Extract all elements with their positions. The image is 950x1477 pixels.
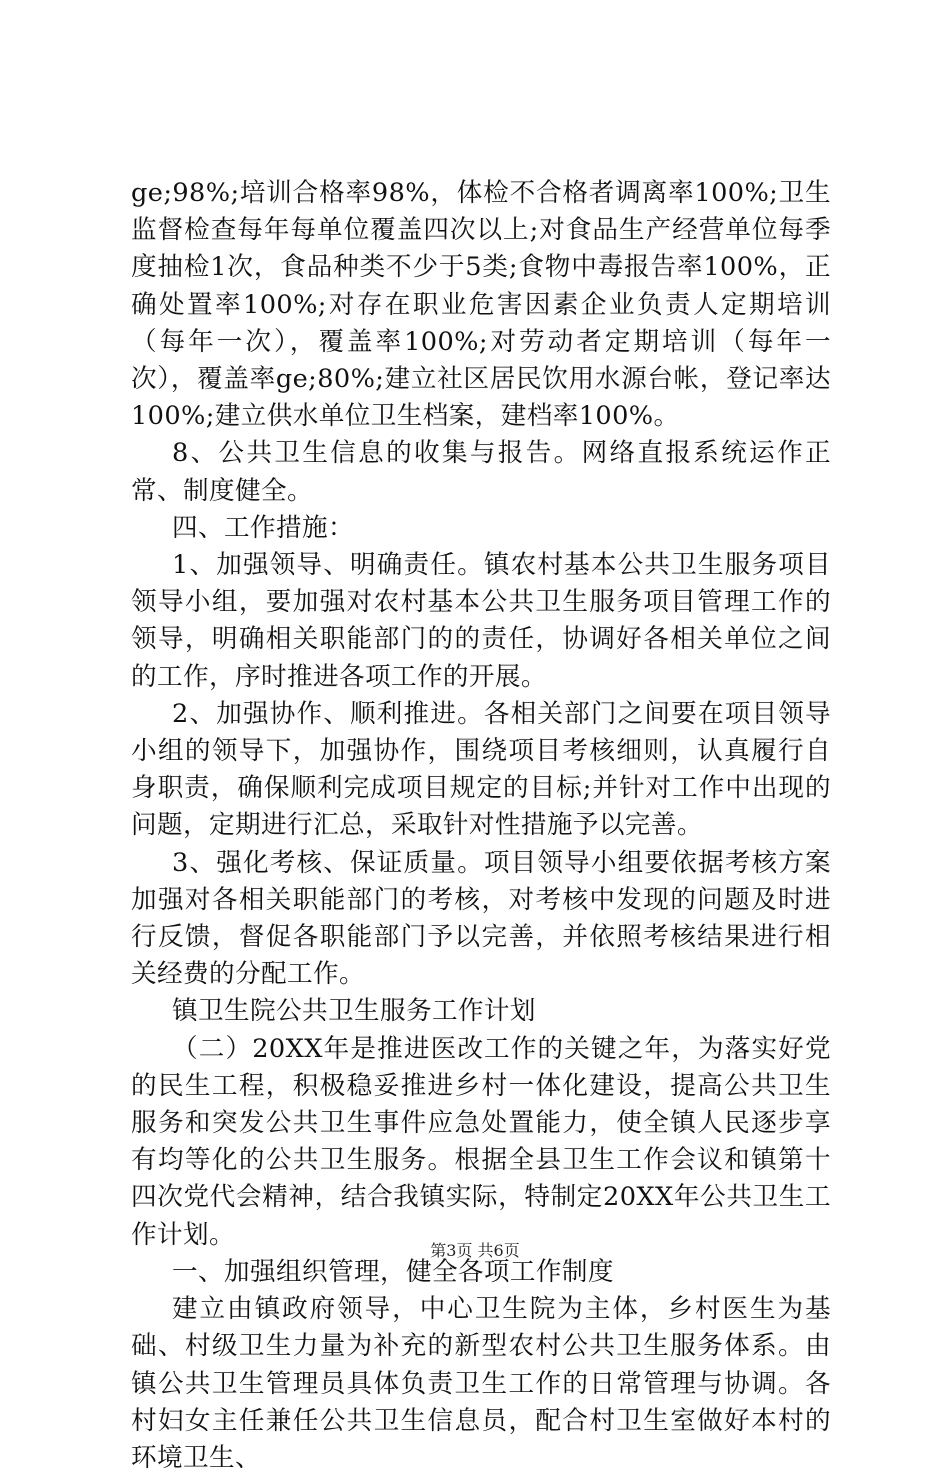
paragraph-measure-1: 1、加强领导、明确责任。镇农村基本公共卫生服务项目领导小组，要加强对农村基本公共卫生服务项目管理工作的领导，明确相关职能部门的的责任，协调好各相关单位之间的工作，序时推进各项工作的开展。 (131, 550, 831, 692)
section-heading-organization: 一、加强组织管理，健全各项工作制度 (172, 1256, 614, 1287)
paragraph-continued-targets: ge;98%;培训合格率98%，体检不合格者调离率100%;卫生监督检查每年每单位覆盖四次以上;对食品生产经营单位每季度抽检1次，食品种类不少于5类;食物中毒报告率100%，正确处置率100%;对存在职业危害因素企业负责人定期培训（每年一次），覆盖率100%;对劳动者定期培训（每年一次），覆盖率ge;80%;建立社区居民饮用水源台帐，登记率达100%;建立供水单位卫生档案，建档率100%。 (131, 178, 831, 432)
paragraph-measure-3: 3、强化考核、保证质量。项目领导小组要依据考核方案加强对各相关职能部门的考核，对考核中发现的问题及时进行反馈，督促各职能部门予以完善，并依照考核结果进行相关经费的分配工作。 (131, 847, 831, 990)
paragraph-item-8: 8、公共卫生信息的收集与报告。网络直报系统运作正常、制度健全。 (131, 438, 831, 506)
page-number-footer: 第3页 共6页 (430, 1241, 520, 1260)
document-body (131, 175, 831, 1477)
section-heading-work-measures: 四、工作措施： (172, 512, 354, 543)
paragraph-measure-2: 2、加强协作、顺利推进。各相关部门之间要在项目领导小组的领导下，加强协作，围绕项目考核细则，认真履行自身职责，确保顺利完成项目规定的目标;并针对工作中出现的问题，定期进行汇总，采取针对性措施予以完善。 (131, 698, 831, 841)
document-title: 镇卫生院公共卫生服务工作计划 (172, 996, 536, 1027)
paragraph-intro: （二）20XX年是推进医改工作的关键之年，为落实好党的民生工程，积极稳妥推进乡村一体化建设，提高公共卫生服务和突发公共卫生事件应急处置能力，使全镇人民逐步享有均等化的公共卫生服务。根据全县卫生工作会议和镇第十四次党代会精神，结合我镇实际，特制定20XX年公共卫生工作计划。 (131, 1033, 831, 1250)
paragraph-organization: 建立由镇政府领导，中心卫生院为主体，乡村医生为基础、村级卫生力量为补充的新型农村公共卫生服务体系。由镇公共卫生管理员具体负责卫生工作的日常管理与协调。各村妇女主任兼任公共卫生信息员，配合村卫生室做好本村的环境卫生、 (131, 1294, 831, 1473)
